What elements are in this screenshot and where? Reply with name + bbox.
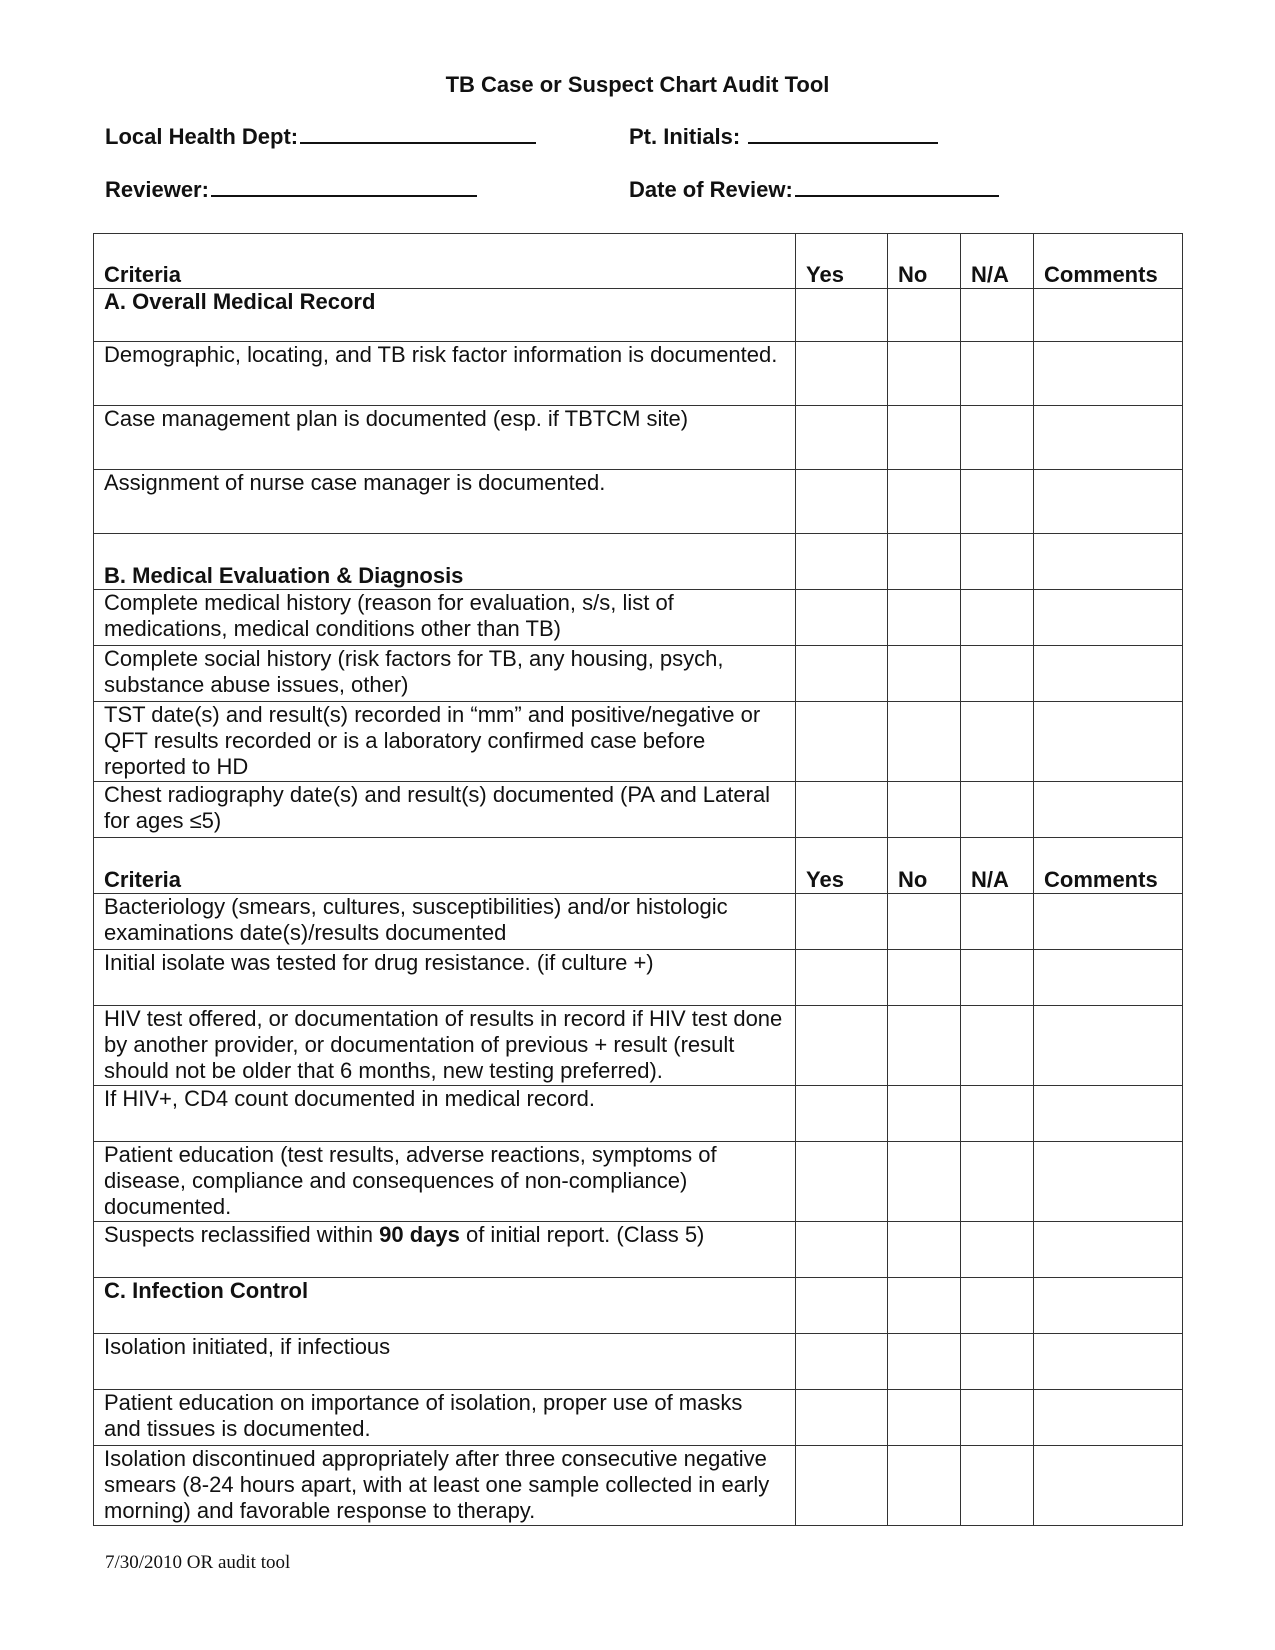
no-cell[interactable] xyxy=(888,1278,961,1334)
comments-cell[interactable] xyxy=(1034,406,1183,470)
footer-text: 7/30/2010 OR audit tool xyxy=(105,1552,291,1573)
comments-cell[interactable] xyxy=(1034,1006,1183,1086)
table-row xyxy=(94,590,1183,646)
section-a-row xyxy=(94,289,1183,342)
criteria-text: Initial isolate was tested for drug resistance. (if culture +) xyxy=(94,950,796,1006)
section-c-heading: C. Infection Control xyxy=(94,1278,796,1334)
criteria-text: Patient education on importance of isolation, proper use of masks and tissues is documented. xyxy=(94,1390,796,1446)
no-cell[interactable] xyxy=(888,1086,961,1142)
yes-cell[interactable] xyxy=(796,1006,888,1086)
local-health-dept-blank[interactable] xyxy=(300,124,536,144)
pt-initials-field xyxy=(629,124,938,150)
na-cell[interactable] xyxy=(961,1278,1034,1334)
na-cell[interactable] xyxy=(961,1446,1034,1526)
no-cell[interactable] xyxy=(888,342,961,406)
section-c-row xyxy=(94,1278,1183,1334)
criteria-text: If HIV+, CD4 count documented in medical record. xyxy=(94,1086,796,1142)
comments-cell[interactable] xyxy=(1034,894,1183,950)
table-row xyxy=(94,702,1183,782)
yes-cell[interactable] xyxy=(796,1446,888,1526)
na-cell[interactable] xyxy=(961,950,1034,1006)
table-row xyxy=(94,950,1183,1006)
table-row xyxy=(94,470,1183,534)
yes-cell[interactable] xyxy=(796,470,888,534)
criteria-text xyxy=(94,1222,796,1278)
comments-cell[interactable] xyxy=(1034,289,1183,342)
yes-cell[interactable] xyxy=(796,702,888,782)
na-cell[interactable] xyxy=(961,1086,1034,1142)
criteria-text: TST date(s) and result(s) recorded in “mm” and positive/negative or QFT results recorded or is a laboratory confirmed case before reported to HD xyxy=(94,702,796,782)
comments-cell[interactable] xyxy=(1034,470,1183,534)
criteria-text-pre: Suspects reclassified within xyxy=(104,1222,380,1247)
table-row xyxy=(94,1222,1183,1278)
yes-cell[interactable] xyxy=(796,950,888,1006)
col-na: N/A xyxy=(961,838,1034,894)
col-no: No xyxy=(888,838,961,894)
criteria-text-bold: 90 days xyxy=(379,1222,460,1247)
table-row xyxy=(94,342,1183,406)
yes-cell[interactable] xyxy=(796,1334,888,1390)
yes-cell[interactable] xyxy=(796,1278,888,1334)
table-row xyxy=(94,894,1183,950)
yes-cell[interactable] xyxy=(796,646,888,702)
yes-cell[interactable] xyxy=(796,1222,888,1278)
criteria-text-post: of initial report. (Class 5) xyxy=(459,1222,705,1247)
comments-cell[interactable] xyxy=(1034,1222,1183,1278)
comments-cell[interactable] xyxy=(1034,1142,1183,1222)
col-criteria: Criteria xyxy=(94,838,796,894)
comments-cell[interactable] xyxy=(1034,342,1183,406)
na-cell[interactable] xyxy=(961,782,1034,838)
table-row xyxy=(94,406,1183,470)
no-cell[interactable] xyxy=(888,1006,961,1086)
na-cell[interactable] xyxy=(961,1006,1034,1086)
no-cell[interactable] xyxy=(888,1390,961,1446)
na-cell[interactable] xyxy=(961,534,1034,590)
col-yes: Yes xyxy=(796,838,888,894)
document-title: TB Case or Suspect Chart Audit Tool xyxy=(445,72,830,97)
comments-cell[interactable] xyxy=(1034,1390,1183,1446)
reviewer-label: Reviewer: xyxy=(105,177,209,202)
col-na: N/A xyxy=(961,234,1034,289)
col-criteria: Criteria xyxy=(94,234,796,289)
comments-cell[interactable] xyxy=(1034,1446,1183,1526)
na-cell[interactable] xyxy=(961,406,1034,470)
comments-cell[interactable] xyxy=(1034,702,1183,782)
table-row xyxy=(94,1006,1183,1086)
no-cell[interactable] xyxy=(888,1334,961,1390)
no-cell[interactable] xyxy=(888,590,961,646)
criteria-text: Chest radiography date(s) and result(s) documented (PA and Lateral for ages ≤5) xyxy=(94,782,796,838)
table-row xyxy=(94,1142,1183,1222)
section-a-heading: A. Overall Medical Record xyxy=(94,289,796,342)
date-of-review-label: Date of Review: xyxy=(629,177,793,202)
section-b-row xyxy=(94,534,1183,590)
no-cell[interactable] xyxy=(888,950,961,1006)
pt-initials-label: Pt. Initials: xyxy=(629,124,741,149)
local-health-dept-label: Local Health Dept: xyxy=(105,124,299,149)
criteria-text: Demographic, locating, and TB risk factor information is documented. xyxy=(94,342,796,406)
no-cell[interactable] xyxy=(888,534,961,590)
audit-table xyxy=(93,233,1183,1526)
comments-cell[interactable] xyxy=(1034,646,1183,702)
table-row xyxy=(94,1334,1183,1390)
yes-cell[interactable] xyxy=(796,342,888,406)
criteria-text: Patient education (test results, adverse reactions, symptoms of disease, compliance and consequences of non-compliance) documented. xyxy=(94,1142,796,1222)
header-row-2 xyxy=(94,838,1183,894)
date-of-review-blank[interactable] xyxy=(795,177,999,197)
yes-cell[interactable] xyxy=(796,894,888,950)
na-cell[interactable] xyxy=(961,289,1034,342)
table-row xyxy=(94,782,1183,838)
no-cell[interactable] xyxy=(888,1446,961,1526)
comments-cell[interactable] xyxy=(1034,534,1183,590)
criteria-text: HIV test offered, or documentation of results in record if HIV test done by another provider, or documentation of previous + result (result should not be older that 6 months, new testing preferred). xyxy=(94,1006,796,1086)
section-b-heading: B. Medical Evaluation & Diagnosis xyxy=(94,534,796,590)
yes-cell[interactable] xyxy=(796,1086,888,1142)
comments-cell[interactable] xyxy=(1034,1278,1183,1334)
na-cell[interactable] xyxy=(961,470,1034,534)
criteria-text: Assignment of nurse case manager is documented. xyxy=(94,470,796,534)
yes-cell[interactable] xyxy=(796,289,888,342)
no-cell[interactable] xyxy=(888,1142,961,1222)
criteria-text: Isolation initiated, if infectious xyxy=(94,1334,796,1390)
na-cell[interactable] xyxy=(961,1222,1034,1278)
col-comments: Comments xyxy=(1034,838,1183,894)
comments-cell[interactable] xyxy=(1034,1334,1183,1390)
na-cell[interactable] xyxy=(961,1334,1034,1390)
na-cell[interactable] xyxy=(961,702,1034,782)
table-row xyxy=(94,646,1183,702)
no-cell[interactable] xyxy=(888,470,961,534)
yes-cell[interactable] xyxy=(796,534,888,590)
comments-cell[interactable] xyxy=(1034,590,1183,646)
no-cell[interactable] xyxy=(888,646,961,702)
table-row xyxy=(94,1086,1183,1142)
criteria-text: Isolation discontinued appropriately after three consecutive negative smears (8-24 hours apart, with at least one sample collected in early morning) and favorable response to therapy. xyxy=(94,1446,796,1526)
col-yes: Yes xyxy=(796,234,888,289)
na-cell[interactable] xyxy=(961,342,1034,406)
criteria-text: Bacteriology (smears, cultures, susceptibilities) and/or histologic examinations date(s)/results documented xyxy=(94,894,796,950)
na-cell[interactable] xyxy=(961,1142,1034,1222)
no-cell[interactable] xyxy=(888,702,961,782)
reviewer-blank[interactable] xyxy=(211,177,477,197)
no-cell[interactable] xyxy=(888,406,961,470)
comments-cell[interactable] xyxy=(1034,782,1183,838)
reviewer-field xyxy=(105,177,477,203)
na-cell[interactable] xyxy=(961,646,1034,702)
na-cell[interactable] xyxy=(961,1390,1034,1446)
pt-initials-blank[interactable] xyxy=(748,124,938,144)
local-health-dept-field xyxy=(105,124,536,150)
criteria-text: Complete social history (risk factors for TB, any housing, psych, substance abuse issues, other) xyxy=(94,646,796,702)
no-cell[interactable] xyxy=(888,894,961,950)
header-row xyxy=(94,234,1183,289)
comments-cell[interactable] xyxy=(1034,1086,1183,1142)
yes-cell[interactable] xyxy=(796,1142,888,1222)
yes-cell[interactable] xyxy=(796,1390,888,1446)
table-row xyxy=(94,1390,1183,1446)
criteria-text: Complete medical history (reason for evaluation, s/s, list of medications, medical conditions other than TB) xyxy=(94,590,796,646)
comments-cell[interactable] xyxy=(1034,950,1183,1006)
col-no: No xyxy=(888,234,961,289)
yes-cell[interactable] xyxy=(796,590,888,646)
yes-cell[interactable] xyxy=(796,406,888,470)
criteria-text: Case management plan is documented (esp. if TBTCM site) xyxy=(94,406,796,470)
no-cell[interactable] xyxy=(888,1222,961,1278)
table-row xyxy=(94,1446,1183,1526)
yes-cell[interactable] xyxy=(796,782,888,838)
no-cell[interactable] xyxy=(888,782,961,838)
no-cell[interactable] xyxy=(888,289,961,342)
na-cell[interactable] xyxy=(961,590,1034,646)
na-cell[interactable] xyxy=(961,894,1034,950)
date-of-review-field xyxy=(629,177,999,203)
col-comments: Comments xyxy=(1034,234,1183,289)
